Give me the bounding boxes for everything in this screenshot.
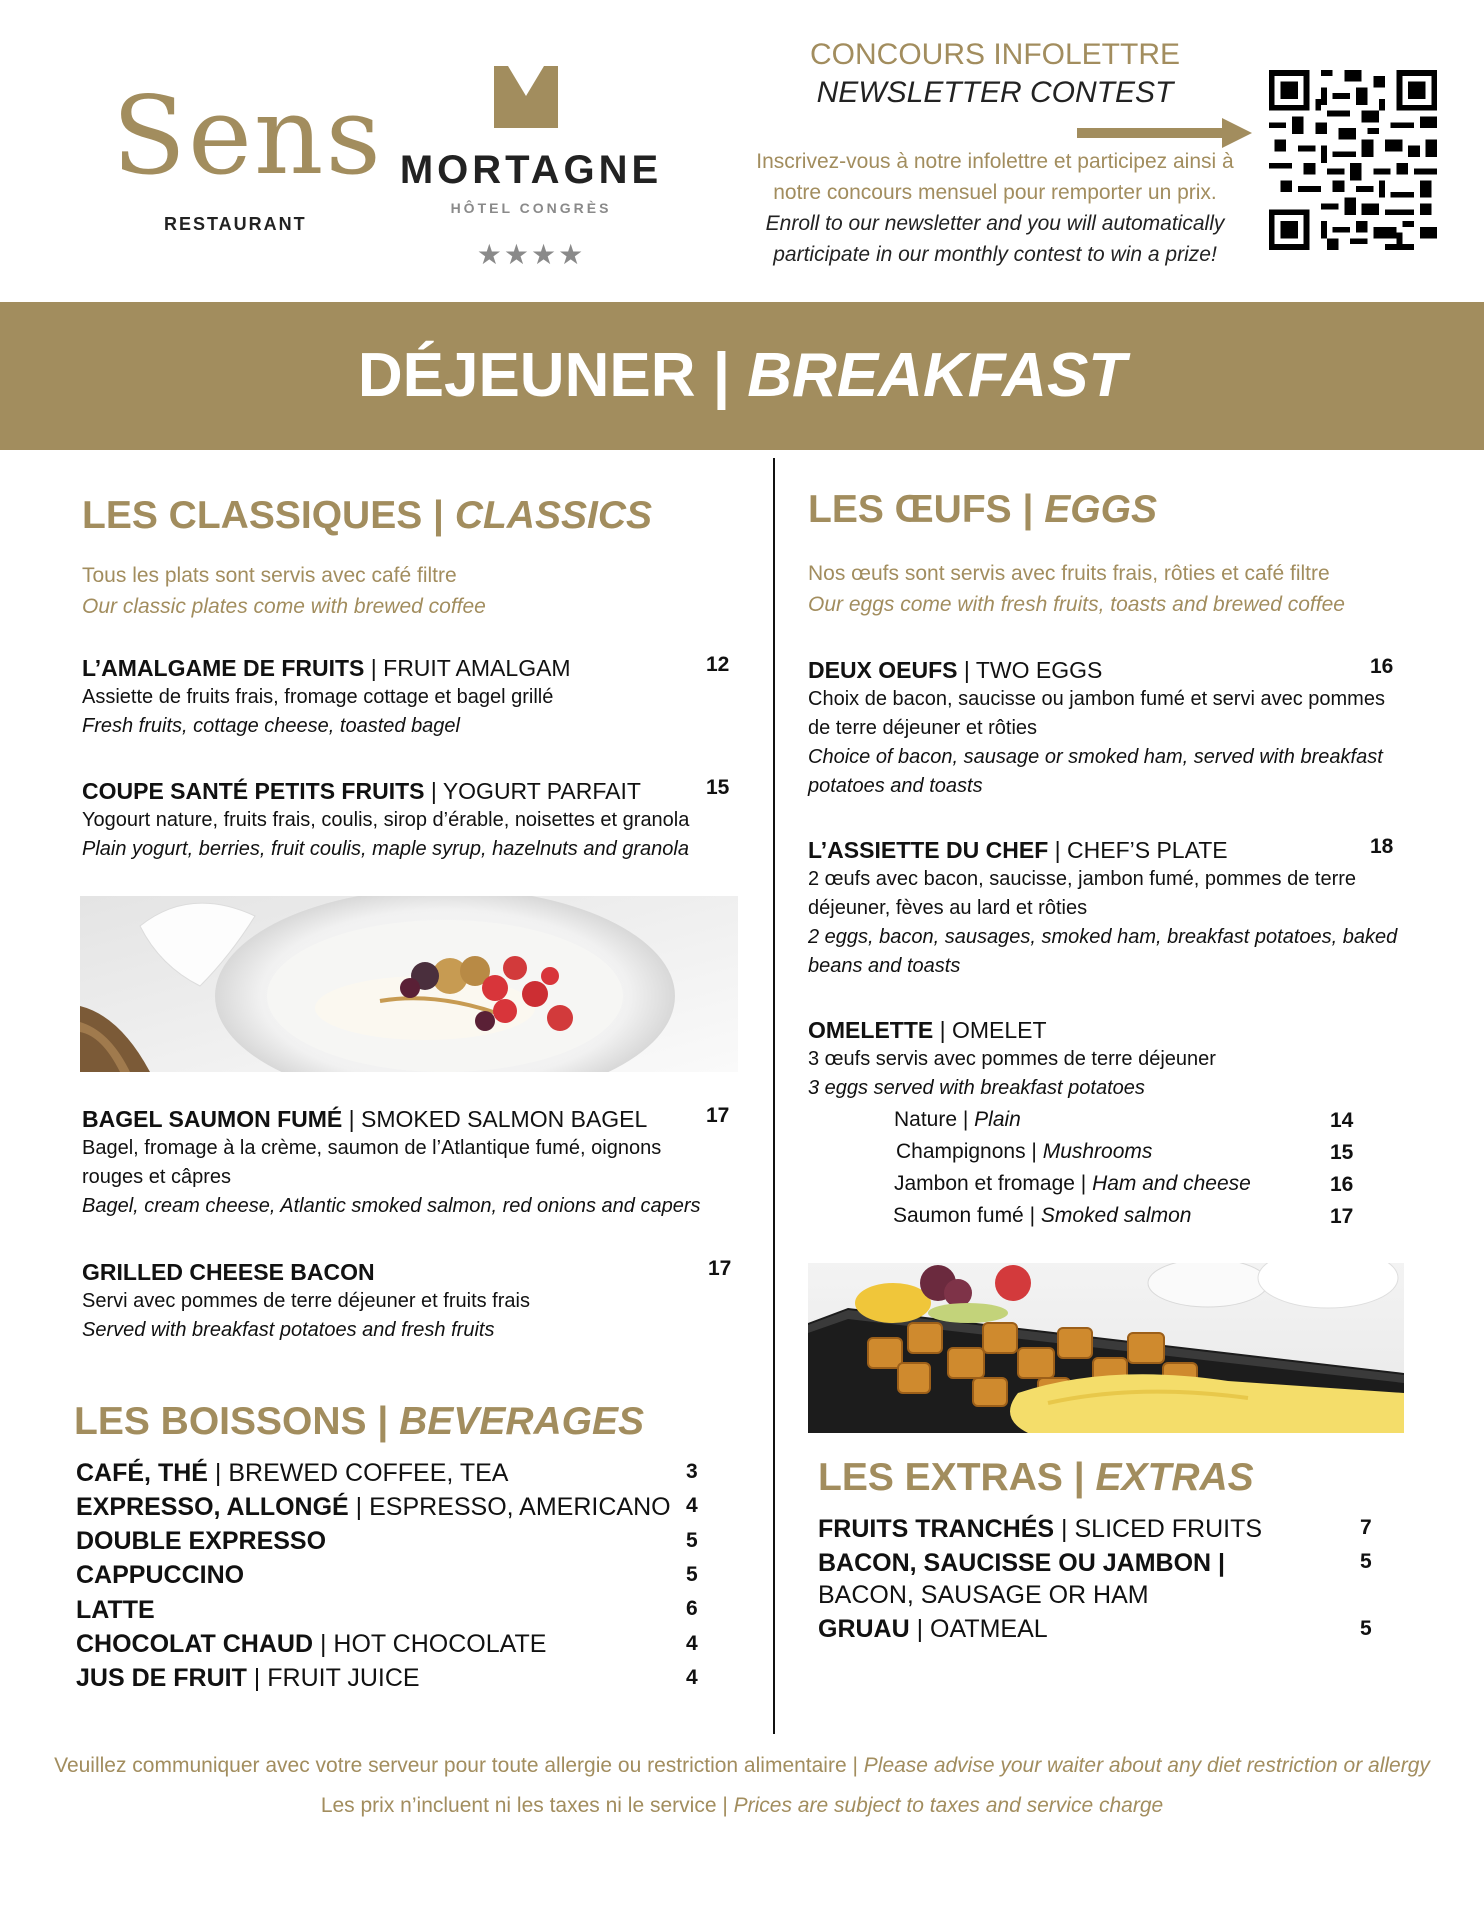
eggs-note-en: Our eggs come with fresh fruits, toasts and brewed coffee xyxy=(808,593,1345,616)
menu-item-name: BAGEL SAUMON FUMÉ | SMOKED SALMON BAGEL xyxy=(82,1106,648,1132)
extra-price: 5 xyxy=(1360,1617,1372,1640)
classics-note-en: Our classic plates come with brewed coffee xyxy=(82,595,486,618)
beverage-row: CHOCOLAT CHAUD | HOT CHOCOLATE xyxy=(76,1630,547,1658)
menu-item-description-en: Choice of bacon, sausage or smoked ham, served with breakfast potatoes and toasts xyxy=(808,746,1383,797)
column-divider xyxy=(773,458,775,1734)
menu-item-name: COUPE SANTÉ PETITS FRUITS | YOGURT PARFAIT xyxy=(82,778,641,804)
menu-item-description-fr: 3 œufs servis avec pommes de terre déjeuner xyxy=(808,1048,1216,1070)
section-title-en: CLASSICS xyxy=(454,494,653,537)
section-title-beverages xyxy=(74,1400,644,1444)
menu-item-price: 18 xyxy=(1370,835,1394,858)
omelet-option: Champignons | Mushrooms xyxy=(896,1140,1153,1163)
menu-item-omelet xyxy=(808,1015,1408,1103)
section-title-fr: LES EXTRAS | xyxy=(818,1456,1096,1499)
restaurant-label: RESTAURANT xyxy=(164,214,307,234)
section-title-eggs xyxy=(808,488,1157,532)
extra-price: 7 xyxy=(1360,1516,1372,1539)
omelet-option: Jambon et fromage | Ham and cheese xyxy=(894,1172,1251,1195)
page-title-fr: DÉJEUNER | xyxy=(357,341,748,410)
beverage-row: LATTE xyxy=(76,1596,155,1624)
extra-row-line2: BACON, SAUSAGE OR HAM xyxy=(818,1581,1149,1609)
section-title-extras xyxy=(818,1456,1254,1500)
contest-title-en: NEWSLETTER CONTEST xyxy=(816,76,1174,109)
newsletter-contest xyxy=(730,36,1260,276)
mortagne-hotel-logo xyxy=(396,62,666,272)
section-title-en: EGGS xyxy=(1044,488,1157,531)
omelet-option-price: 15 xyxy=(1330,1141,1354,1164)
extra-row: FRUITS TRANCHÉS | SLICED FRUITS xyxy=(818,1515,1263,1543)
beverage-price: 3 xyxy=(686,1460,698,1483)
beverage-price: 4 xyxy=(686,1494,698,1517)
beverage-price: 6 xyxy=(686,1597,698,1620)
omelet-option-price: 16 xyxy=(1330,1173,1354,1196)
menu-item-price: 17 xyxy=(708,1257,732,1280)
beverage-row: CAPPUCCINO xyxy=(76,1561,245,1589)
contest-title-fr: CONCOURS INFOLETTRE xyxy=(809,38,1181,71)
beverage-row: CAFÉ, THÉ | BREWED COFFEE, TEA xyxy=(76,1459,509,1487)
extra-price: 5 xyxy=(1360,1550,1372,1573)
beverage-price: 4 xyxy=(686,1666,698,1689)
menu-item-description-en: 3 eggs served with breakfast potatoes xyxy=(808,1077,1145,1099)
menu-item-description-en: Served with breakfast potatoes and fresh fruits xyxy=(82,1319,495,1341)
omelet-option: Saumon fumé | Smoked salmon xyxy=(893,1204,1192,1227)
menu-item-description-en: Plain yogurt, berries, fruit coulis, maple syrup, hazelnuts and granola xyxy=(82,838,689,860)
sens-logo-wordmark: Sens xyxy=(112,74,383,199)
section-title-en: BEVERAGES xyxy=(399,1400,645,1443)
menu-item-name: DEUX OEUFS | TWO EGGS xyxy=(808,657,1103,683)
section-title-fr: LES CLASSIQUES | xyxy=(82,494,455,537)
menu-item-name: OMELETTE | OMELET xyxy=(808,1017,1047,1043)
omelet-option: Nature | Plain xyxy=(894,1108,1021,1131)
sens-restaurant-logo xyxy=(112,74,383,242)
page-title-en: BREAKFAST xyxy=(747,341,1127,410)
menu-item-name: GRILLED CHEESE BACON xyxy=(82,1259,375,1285)
menu-item-two-eggs xyxy=(808,655,1408,801)
classics-note-fr: Tous les plats sont servis avec café filtre xyxy=(82,564,457,587)
menu-item-grilled-cheese-bacon xyxy=(82,1257,732,1345)
hotel-name: MORTAGNE xyxy=(399,148,663,192)
omelet-option-price: 14 xyxy=(1330,1109,1354,1132)
mortagne-m-icon xyxy=(494,66,558,128)
hotel-stars: ★★★★ xyxy=(476,239,586,270)
classics-note xyxy=(82,560,486,622)
menu-item-description-fr: Assiette de fruits frais, fromage cottage et bagel grillé xyxy=(82,686,554,708)
extra-row: BACON, SAUCISSE OU JAMBON | xyxy=(818,1549,1226,1577)
contest-text-en: Enroll to our newsletter and you will automatically participate in our monthly contest to win a prize! xyxy=(765,212,1225,266)
beverage-price: 5 xyxy=(686,1529,698,1552)
contest-text-fr: Inscrivez-vous à notre infolettre et participez ainsi à notre concours mensuel pour remporter un prix. xyxy=(756,150,1234,204)
omelet-potatoes-photo xyxy=(808,1263,1404,1433)
menu-item-price: 12 xyxy=(706,653,730,676)
section-title-en: EXTRAS xyxy=(1095,1456,1254,1499)
section-title-fr: LES ŒUFS | xyxy=(808,488,1045,531)
menu-item-price: 16 xyxy=(1370,655,1394,678)
beverage-row: EXPRESSO, ALLONGÉ | ESPRESSO, AMERICANO xyxy=(76,1493,671,1521)
menu-item-chefs-plate xyxy=(808,835,1408,981)
qr-code-icon[interactable] xyxy=(1268,70,1438,250)
menu-item-description-fr: Choix de bacon, saucisse ou jambon fumé et servi avec pommes de terre déjeuner et rôties xyxy=(808,688,1385,739)
menu-item-name: L’AMALGAME DE FRUITS | FRUIT AMALGAM xyxy=(82,655,571,681)
menu-item-description-fr: Bagel, fromage à la crème, saumon de l’Atlantique fumé, oignons rouges et câpres xyxy=(82,1137,662,1188)
menu-item-price: 17 xyxy=(706,1104,730,1127)
menu-item-yogurt-parfait xyxy=(82,776,732,864)
arrow-right-icon xyxy=(1077,118,1252,148)
menu-item-price: 15 xyxy=(706,776,730,799)
beverage-row: DOUBLE EXPRESSO xyxy=(76,1527,327,1555)
footer-prices-note: Les prix n’incluent ni les taxes ni le service | Prices are subject to taxes and service charge xyxy=(320,1794,1164,1817)
page-title-banner xyxy=(0,302,1484,450)
menu-item-description-en: Bagel, cream cheese, Atlantic smoked salmon, red onions and capers xyxy=(82,1195,701,1217)
extra-row: GRUAU | OATMEAL xyxy=(818,1615,1048,1643)
menu-item-description-en: 2 eggs, bacon, sausages, smoked ham, breakfast potatoes, baked beans and toasts xyxy=(808,926,1398,977)
omelet-option-price: 17 xyxy=(1330,1205,1354,1228)
hotel-subtitle: HÔTEL CONGRÈS xyxy=(450,200,612,216)
menu-item-description-en: Fresh fruits, cottage cheese, toasted bagel xyxy=(82,715,460,737)
footer-allergy-note: Veuillez communiquer avec votre serveur pour toute allergie ou restriction alimentaire | Please advise your waiter about any diet restriction or allergy xyxy=(54,1754,1430,1777)
yogurt-parfait-photo xyxy=(80,896,738,1072)
menu-item-name: L’ASSIETTE DU CHEF | CHEF’S PLATE xyxy=(808,837,1228,863)
menu-item-description-fr: Servi avec pommes de terre déjeuner et fruits frais xyxy=(82,1290,530,1312)
eggs-note xyxy=(808,558,1345,620)
beverage-row: JUS DE FRUIT | FRUIT JUICE xyxy=(76,1664,420,1692)
section-title-fr: LES BOISSONS | xyxy=(74,1400,400,1443)
menu-item-smoked-salmon-bagel xyxy=(82,1104,732,1221)
eggs-note-fr: Nos œufs sont servis avec fruits frais, rôties et café filtre xyxy=(808,562,1330,585)
beverage-price: 4 xyxy=(686,1632,698,1655)
menu-item-fruit-amalgam xyxy=(82,653,732,741)
beverage-price: 5 xyxy=(686,1563,698,1586)
section-title-classics xyxy=(82,494,652,538)
menu-item-description-fr: 2 œufs avec bacon, saucisse, jambon fumé, pommes de terre déjeuner, fèves au lard et rôties xyxy=(808,868,1357,919)
menu-item-description-fr: Yogourt nature, fruits frais, coulis, sirop d’érable, noisettes et granola xyxy=(82,809,690,831)
